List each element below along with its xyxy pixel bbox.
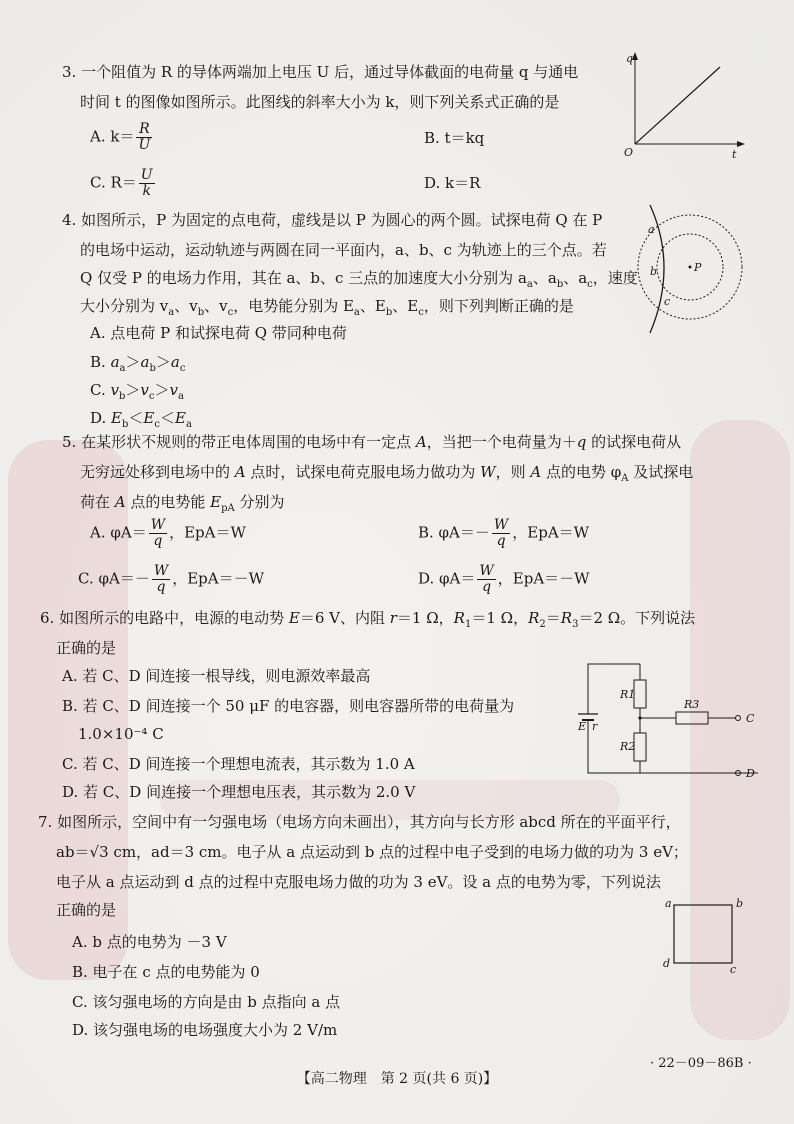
q6-label-r: r	[592, 720, 598, 733]
q5-option-c: C. φA＝－ $\frac{W}{q}$ ，EpA＝－W	[78, 563, 265, 595]
q5-stem-line1: 5. 在某形状不规则的带正电体周围的电场中有一定点 A，当把一个电荷量为＋q 的试探电荷从	[62, 433, 682, 451]
q5-option-d: D. φA＝ $\frac{W}{q}$ ，EpA＝－W	[418, 563, 590, 595]
q6-option-d: D. 若 C、D 间连接一个理想电压表，其示数为 2.0 V	[62, 783, 416, 801]
q7-point-b: b	[736, 897, 744, 910]
paper-code: · 22－09－86B ·	[650, 1056, 752, 1071]
q5-stem-line3: 荷在 A 点的电势能 $E_{pA}$ 分别为	[80, 493, 285, 514]
q3-stem-line2: 时间 t 的图像如图所示。此图线的斜率大小为 k，则下列关系式正确的是	[80, 93, 560, 111]
q6-stem-line2: 正确的是	[56, 639, 117, 657]
q4-point-a: a	[648, 223, 655, 236]
q4-stem-line3: Q 仅受 P 的电场力作用，其在 a、b、c 三点的加速度大小分别为 $a_a$、$a_b$、$a_c$，速度	[80, 269, 638, 290]
q6-label-r3: R3	[684, 698, 700, 711]
q3-graph	[620, 52, 750, 161]
q3-graph-xlabel: t	[732, 148, 737, 161]
q7-stem-line2: ab＝√3 cm，ad＝3 cm。电子从 a 点运动到 b 点的过程中电子受到的电场力做的功为 3 eV；	[56, 843, 688, 861]
q5-stem-line2: 无穷远处移到电场中的 A 点时，试探电荷克服电场力做功为 W，则 A 点的电势 $\varphi_A$ 及试探电	[80, 463, 694, 484]
q7-option-b: B. 电子在 c 点的电势能为 0	[72, 963, 260, 981]
q7-option-c: C. 该匀强电场的方向是由 b 点指向 a 点	[72, 993, 341, 1011]
q6-stem-line1: 6. 如图所示的电路中，电源的电动势 E＝6 V、内阻 r＝1 Ω，$R_1=1$ Ω，$R_2=R_3=2$ Ω。下列说法	[40, 609, 696, 630]
q3-stem-line1: 3. 一个阻值为 R 的导体两端加上电压 U 后，通过导体截面的电荷量 q 与通电	[62, 63, 579, 81]
q4-option-c: C. $v_b>v_c>v_a$	[90, 381, 184, 402]
q3-option-d: D. k＝R	[424, 174, 481, 192]
q4-option-b: B. $a_a>a_b>a_c$	[90, 353, 186, 374]
q7-rectangle-figure	[660, 895, 750, 975]
q5-option-a: A. φA＝ $\frac{W}{q}$ ，EpA＝W	[90, 517, 246, 549]
q4-stem-line4: 大小分别为 $v_a$、$v_b$、$v_c$，电势能分别为 $E_a$、$E_b$、$E_c$，则下列判断正确的是	[80, 297, 574, 318]
q6-option-b-line1: B. 若 C、D 间连接一个 50 μF 的电容器，则电容器所带的电荷量为	[62, 697, 515, 715]
q6-label-c: C	[746, 712, 755, 725]
q4-stem-line2: 的电场中运动，运动轨迹与两圆在同一平面内，a、b、c 为轨迹上的三个点。若	[80, 241, 607, 259]
q4-point-p: P	[694, 261, 702, 274]
q6-option-b-line2: 1.0×10⁻⁴ C	[78, 725, 164, 743]
q7-point-d: d	[663, 957, 671, 970]
q4-figure	[630, 205, 750, 335]
q6-label-e: E	[578, 720, 587, 733]
q7-stem-line3: 电子从 a 点运动到 d 点的过程中克服电场力做的功为 3 eV。设 a 点的电势为零，下列说法	[56, 873, 661, 891]
q6-label-d: D	[746, 767, 755, 780]
q6-label-r2: R2	[620, 740, 636, 753]
page-footer: 【高二物理 第 2 页(共 6 页)】	[296, 1071, 498, 1087]
q4-stem-line1: 4. 如图所示，P 为固定的点电荷，虚线是以 P 为圆心的两个圆。试探电荷 Q 在 P	[62, 211, 603, 229]
q4-option-d: D. $E_b<E_c<E_a$	[90, 409, 192, 430]
q3-option-b: B. t＝kq	[424, 129, 485, 147]
q4-point-b: b	[650, 265, 658, 278]
q7-point-c: c	[730, 963, 737, 976]
q4-point-c: c	[664, 295, 671, 308]
q6-option-c: C. 若 C、D 间连接一个理想电流表，其示数为 1.0 A	[62, 755, 415, 773]
q6-option-a: A. 若 C、D 间连接一根导线，则电源效率最高	[62, 667, 371, 685]
q6-label-r1: R1	[620, 688, 636, 701]
q4-option-a: A. 点电荷 P 和试探电荷 Q 带同种电荷	[90, 324, 347, 342]
q7-option-a: A. b 点的电势为 －3 V	[72, 933, 227, 951]
q5-option-b: B. φA＝－ $\frac{W}{q}$ ，EpA＝W	[418, 517, 590, 549]
q3-graph-ylabel: q	[626, 52, 634, 65]
q7-stem-line1: 7. 如图所示，空间中有一匀强电场（电场方向未画出），其方向与长方形 abcd 所在的平面平行，	[38, 813, 681, 831]
q3-option-a: A. k＝ $\frac{R}{U}$	[90, 121, 151, 153]
q3-option-c: C. R＝ $\frac{U}{k}$	[90, 167, 153, 199]
q3-graph-origin: O	[624, 146, 634, 159]
q7-option-d: D. 该匀强电场的电场强度大小为 2 V/m	[72, 1021, 338, 1039]
q7-stem-line4: 正确的是	[56, 901, 117, 919]
q6-circuit	[578, 658, 758, 778]
q7-point-a: a	[665, 897, 672, 910]
